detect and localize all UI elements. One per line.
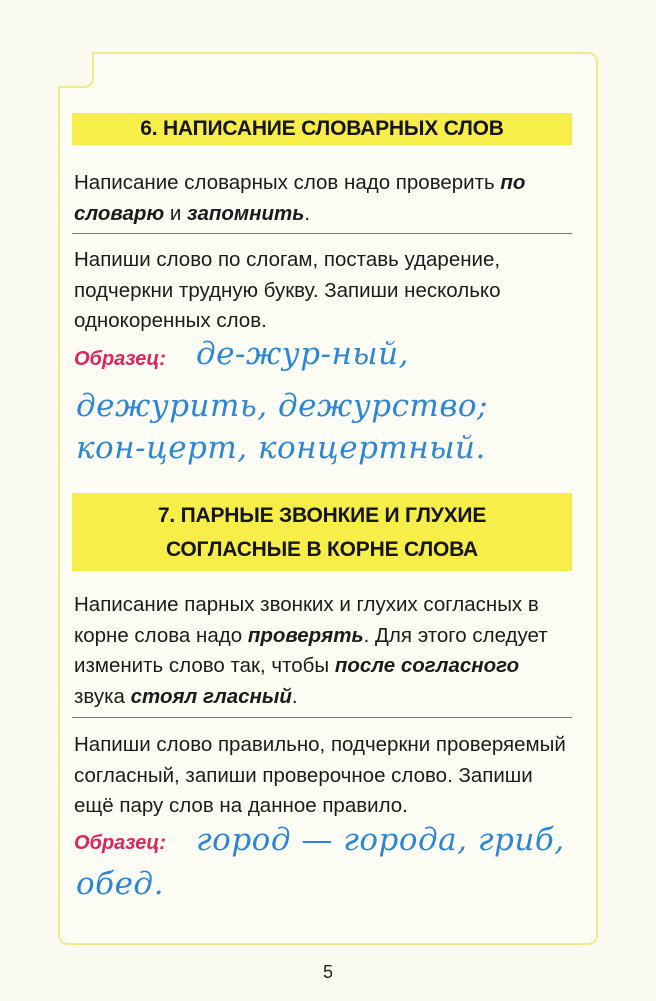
section-6-rule-text: Написание словарных слов надо проверить по словарю и запомнить. bbox=[74, 171, 526, 225]
rule-emphasis-dictionary: по словарю bbox=[74, 171, 526, 225]
section-7-sample-line-2: обед. bbox=[76, 866, 164, 902]
rule-emphasis-memorize: запомнить bbox=[187, 201, 305, 225]
section-6-sample-line-2: дежурить, дежурство; bbox=[76, 388, 488, 424]
page-number: 5 bbox=[322, 962, 333, 982]
section-6-task-text: Напиши слово по слогам, поставь ударение, подчеркни трудную букву. Запиши несколько однокоренных слов. bbox=[74, 248, 501, 332]
section-7-sample-label: Образец: bbox=[74, 832, 166, 854]
rule-emphasis-after-consonant: после согласного bbox=[334, 654, 520, 677]
rule-emphasis-check: проверять bbox=[247, 623, 364, 647]
section-6-sample-line-3: кон-церт, концертный. bbox=[76, 430, 486, 466]
section-7-sample-line-1: город — города, гриб, bbox=[196, 822, 565, 858]
section-6-sample-line-1: де-жур-ный, bbox=[196, 336, 409, 372]
divider-line bbox=[72, 717, 572, 718]
section-6-heading: 6. НАПИСАНИЕ СЛОВАРНЫХ СЛОВ bbox=[72, 113, 572, 145]
rule-emphasis-vowel: стоял гласный bbox=[130, 684, 292, 708]
section-7-heading: 7. ПАРНЫЕ ЗВОНКИЕ И ГЛУХИЕ СОГЛАСНЫЕ В КОРНЕ СЛОВА bbox=[72, 493, 572, 571]
section-7-task-text: Напиши слово правильно, подчеркни проверяемый согласный, запиши проверочное слово. Запиши ещё пару слов на данное правило. bbox=[74, 733, 566, 817]
section-6-sample-label: Образец: bbox=[74, 348, 166, 370]
section-7-rule-text: Написание парных звонких и глухих согласных в корне слова надо проверять. Для этого следует изменить слово так, чтобы после согласного звука стоял гласный. bbox=[74, 593, 548, 708]
divider-line bbox=[72, 233, 572, 234]
